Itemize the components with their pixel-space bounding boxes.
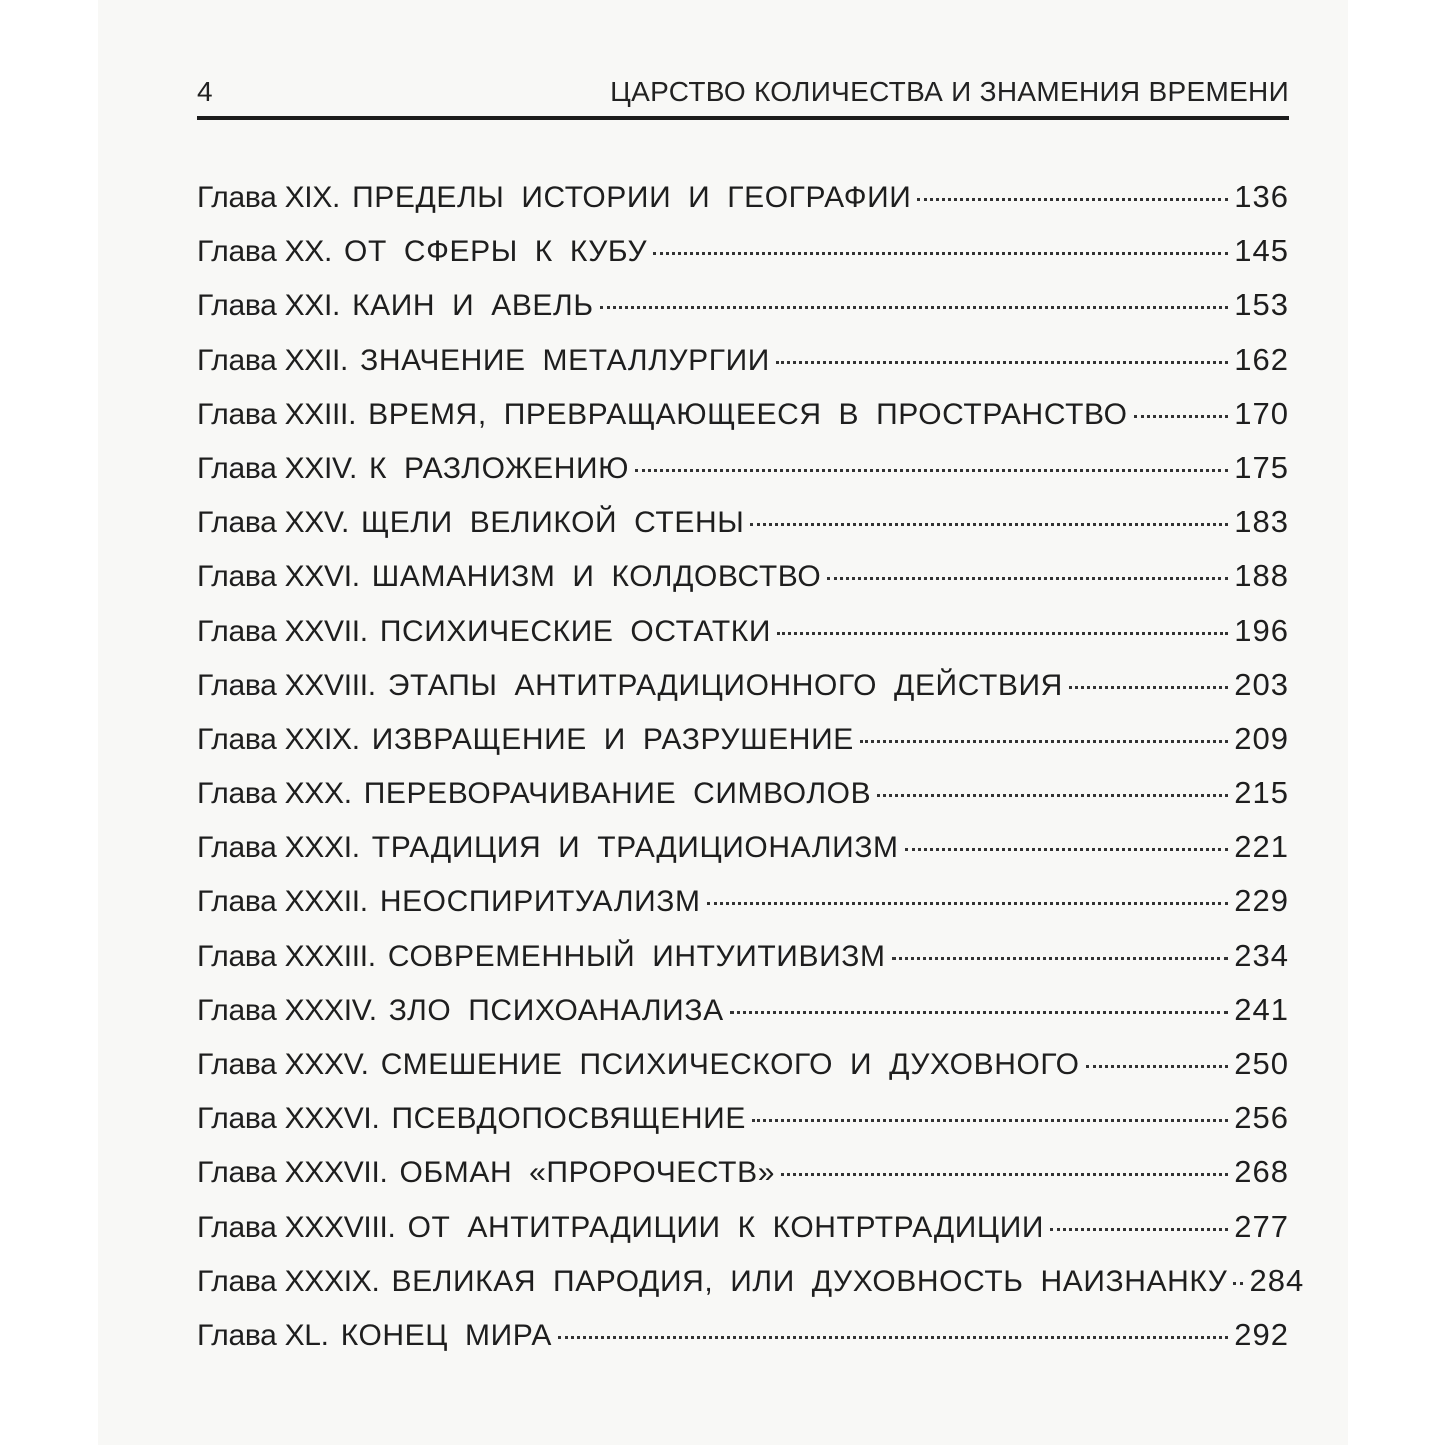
toc-entry bbox=[197, 333, 1289, 387]
toc-dot-leader bbox=[750, 523, 1228, 526]
toc-dot-leader bbox=[905, 848, 1229, 851]
toc-chapter-title: ЩЕЛИ ВЕЛИКОЙ СТЕНЫ bbox=[360, 506, 745, 540]
toc-page-number: 175 bbox=[1234, 449, 1289, 485]
toc-chapter-number: Глава XXXV. bbox=[197, 1048, 369, 1081]
toc-dot-leader bbox=[892, 957, 1229, 960]
toc-chapter-number: Глава XXV. bbox=[197, 506, 349, 540]
toc-chapter-number: Глава XXXVIII. bbox=[197, 1210, 396, 1244]
toc-page-number: 215 bbox=[1234, 775, 1289, 811]
toc-chapter-number: Глава XXII. bbox=[197, 343, 349, 377]
toc-entry bbox=[197, 170, 1289, 224]
toc-dot-leader bbox=[707, 902, 1229, 905]
toc-chapter-title: КАИН И АВЕЛЬ bbox=[352, 289, 594, 323]
toc-chapter-title: СОВРЕМЕННЫЙ ИНТУИТИВИЗМ bbox=[387, 939, 886, 973]
table-of-contents bbox=[197, 170, 1305, 1362]
page-header bbox=[197, 74, 1289, 114]
toc-page-number: 229 bbox=[1234, 883, 1289, 919]
toc-page-number: 221 bbox=[1234, 829, 1289, 865]
toc-chapter-title: НЕОСПИРИТУАЛИЗМ bbox=[379, 885, 701, 919]
toc-chapter-number: Глава XXIII. bbox=[197, 397, 357, 431]
toc-page-number: 284 bbox=[1249, 1262, 1305, 1298]
toc-entry bbox=[197, 983, 1289, 1037]
toc-chapter-title: ШАМАНИЗМ И КОЛДОВСТВО bbox=[371, 560, 822, 594]
toc-entry bbox=[197, 820, 1289, 874]
toc-page-number: 292 bbox=[1234, 1316, 1289, 1352]
toc-entry bbox=[197, 1254, 1305, 1308]
toc-chapter-title: КОНЕЦ МИРА bbox=[340, 1318, 552, 1352]
toc-page-number: 145 bbox=[1234, 233, 1289, 269]
toc-page-number: 170 bbox=[1234, 395, 1289, 431]
toc-page-number: 183 bbox=[1234, 504, 1289, 540]
toc-entry bbox=[197, 1091, 1289, 1145]
toc-chapter-title: ВРЕМЯ, ПРЕВРАЩАЮЩЕЕСЯ В ПРОСТРАНСТВО bbox=[368, 397, 1128, 431]
running-title: ЦАРСТВО КОЛИЧЕСТВА И ЗНАМЕНИЯ ВРЕМЕНИ bbox=[610, 76, 1289, 107]
toc-entry bbox=[197, 766, 1289, 820]
toc-page-number: 153 bbox=[1234, 287, 1289, 323]
page-number: 4 bbox=[197, 76, 213, 107]
toc-entry bbox=[197, 278, 1289, 332]
toc-chapter-title: ПСИХИЧЕСКИЕ ОСТАТКИ bbox=[379, 614, 771, 648]
toc-chapter-title: ОБМАН «ПРОРОЧЕСТВ» bbox=[399, 1156, 775, 1190]
toc-dot-leader bbox=[600, 306, 1229, 309]
toc-page-number: 256 bbox=[1234, 1100, 1289, 1136]
toc-chapter-title: ОТ АНТИТРАДИЦИИ К КОНТРТРАДИЦИИ bbox=[407, 1210, 1045, 1244]
toc-entry bbox=[197, 604, 1289, 658]
toc-entry bbox=[197, 1145, 1289, 1199]
toc-page-number: 277 bbox=[1234, 1208, 1289, 1244]
toc-dot-leader bbox=[917, 198, 1228, 201]
toc-dot-leader bbox=[558, 1336, 1228, 1339]
toc-chapter-title: К РАЗЛОЖЕНИЮ bbox=[369, 451, 630, 485]
toc-chapter-number: Глава XXVII. bbox=[197, 614, 368, 648]
toc-chapter-number: Глава XIX. bbox=[197, 181, 341, 214]
toc-entry bbox=[197, 224, 1289, 278]
toc-chapter-number: Глава XXVIII. bbox=[197, 668, 376, 702]
toc-dot-leader bbox=[653, 252, 1228, 255]
toc-page-number: 241 bbox=[1234, 991, 1289, 1027]
toc-dot-leader bbox=[781, 1173, 1228, 1176]
toc-chapter-title: ПСЕВДОПОСВЯЩЕНИЕ bbox=[391, 1102, 746, 1136]
toc-chapter-number: Глава XXVI. bbox=[197, 560, 360, 594]
toc-chapter-number: Глава XXXI. bbox=[197, 831, 360, 865]
toc-chapter-title: ИЗВРАЩЕНИЕ И РАЗРУШЕНИЕ bbox=[371, 722, 854, 756]
toc-page-number: 203 bbox=[1234, 666, 1289, 702]
toc-page-number: 162 bbox=[1234, 341, 1289, 377]
toc-entry bbox=[197, 1037, 1289, 1091]
toc-dot-leader bbox=[1069, 686, 1228, 689]
toc-chapter-number: Глава XXX. bbox=[197, 777, 352, 811]
toc-page-number: 188 bbox=[1234, 558, 1289, 594]
toc-chapter-title: СМЕШЕНИЕ ПСИХИЧЕСКОГО И ДУХОВНОГО bbox=[380, 1048, 1080, 1081]
toc-entry bbox=[197, 441, 1289, 495]
header-rule bbox=[197, 116, 1289, 120]
toc-page-number: 250 bbox=[1234, 1046, 1289, 1081]
toc-page-number: 268 bbox=[1234, 1154, 1289, 1190]
toc-page-number: 209 bbox=[1234, 720, 1289, 756]
toc-chapter-number: Глава XXIV. bbox=[197, 451, 358, 485]
toc-entry bbox=[197, 387, 1289, 441]
toc-page-number: 196 bbox=[1234, 612, 1289, 648]
toc-dot-leader bbox=[1086, 1065, 1229, 1068]
toc-dot-leader bbox=[860, 740, 1228, 743]
toc-dot-leader bbox=[1233, 1282, 1243, 1285]
toc-entry bbox=[197, 549, 1289, 603]
toc-entry bbox=[197, 495, 1289, 549]
toc-dot-leader bbox=[635, 469, 1228, 472]
toc-chapter-number: Глава XXI. bbox=[197, 289, 341, 323]
toc-entry bbox=[197, 658, 1289, 712]
toc-chapter-title: ЗЛО ПСИХОАНАЛИЗА bbox=[388, 993, 724, 1027]
toc-chapter-number: Глава XXXIII. bbox=[197, 939, 376, 973]
toc-dot-leader bbox=[776, 361, 1228, 364]
toc-entry bbox=[197, 712, 1289, 766]
toc-entry bbox=[197, 1308, 1289, 1362]
toc-dot-leader bbox=[730, 1011, 1229, 1014]
toc-dot-leader bbox=[827, 577, 1228, 580]
toc-chapter-number: Глава XXIX. bbox=[197, 722, 360, 756]
toc-page-number: 234 bbox=[1234, 937, 1289, 973]
toc-chapter-number: Глава XXXVII. bbox=[197, 1156, 388, 1190]
toc-chapter-number: Глава XXXVI. bbox=[197, 1102, 380, 1136]
toc-entry bbox=[197, 929, 1289, 983]
toc-dot-leader bbox=[1134, 415, 1229, 418]
toc-chapter-title: ВЕЛИКАЯ ПАРОДИЯ, ИЛИ ДУХОВНОСТЬ НАИЗНАНКУ bbox=[391, 1264, 1228, 1298]
toc-chapter-number: Глава XX. bbox=[197, 235, 333, 269]
toc-chapter-title: ОТ СФЕРЫ К КУБУ bbox=[344, 235, 648, 269]
toc-chapter-number: Глава XXXII. bbox=[197, 885, 368, 919]
toc-chapter-title: ЭТАПЫ АНТИТРАДИЦИОННОГО ДЕЙСТВИЯ bbox=[387, 668, 1063, 702]
toc-chapter-number: Глава XL. bbox=[197, 1318, 329, 1352]
toc-chapter-title: ПРЕДЕЛЫ ИСТОРИИ И ГЕОГРАФИИ bbox=[352, 181, 912, 214]
toc-chapter-number: Глава XXXIX. bbox=[197, 1264, 380, 1298]
toc-dot-leader bbox=[777, 632, 1228, 635]
toc-chapter-title: ТРАДИЦИЯ И ТРАДИЦИОНАЛИЗМ bbox=[371, 831, 899, 865]
toc-entry bbox=[197, 1200, 1289, 1254]
toc-page-number: 136 bbox=[1234, 179, 1289, 214]
toc-dot-leader bbox=[752, 1119, 1228, 1122]
toc-chapter-title: ЗНАЧЕНИЕ МЕТАЛЛУРГИИ bbox=[360, 343, 770, 377]
toc-chapter-number: Глава XXXIV. bbox=[197, 993, 377, 1027]
toc-dot-leader bbox=[1050, 1228, 1228, 1231]
toc-entry bbox=[197, 874, 1289, 928]
toc-dot-leader bbox=[877, 794, 1228, 797]
toc-chapter-title: ПЕРЕВОРАЧИВАНИЕ СИМВОЛОВ bbox=[363, 777, 872, 811]
